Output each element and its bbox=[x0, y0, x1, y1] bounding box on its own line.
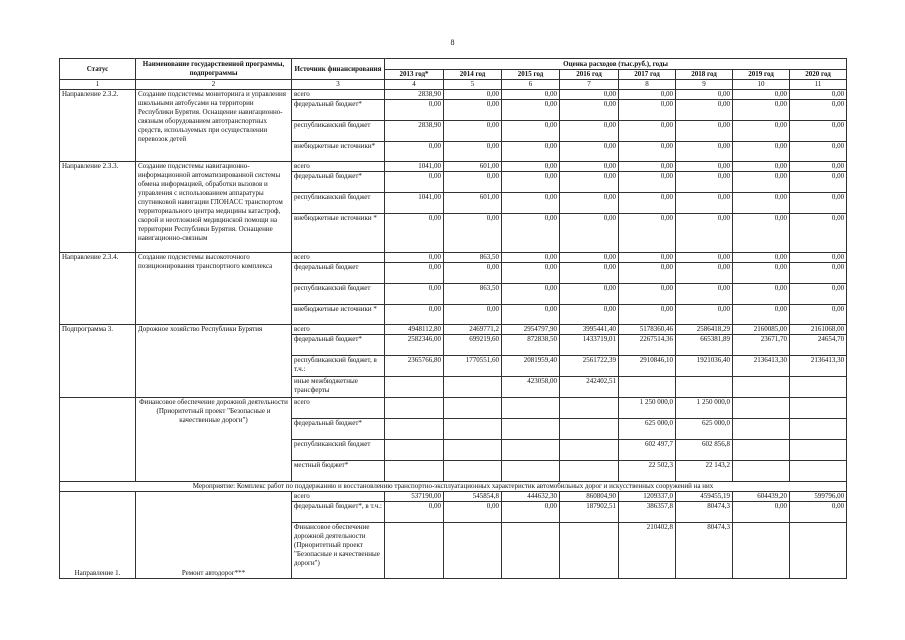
row-value: 0,00 bbox=[733, 253, 790, 263]
event-title: Мероприятие: Комплекс работ по поддержанию и восстановлению транспортно-эксплуатационных характеристик автомобильных дорог и искусственных сооружений на них bbox=[60, 482, 847, 492]
row-value: 545854,8 bbox=[444, 492, 502, 502]
row-value bbox=[790, 523, 847, 579]
row-value bbox=[733, 377, 790, 398]
row-program-name: Создание подсистемы мониторинга и управления школьными автобусами на территории Республики Бурятия. Оснащение навигационно-связным оборудованием автотранспортных средств, используемых при осуществлении перевозок детей bbox=[136, 90, 292, 162]
row-value: 22 502,3 bbox=[619, 461, 676, 482]
row-value: 0,00 bbox=[676, 90, 733, 100]
row-value: 0,00 bbox=[676, 162, 733, 172]
row-value: 0,00 bbox=[676, 305, 733, 325]
row-source: местный бюджет* bbox=[292, 461, 385, 482]
row-value: 0,00 bbox=[733, 100, 790, 121]
row-value: 0,00 bbox=[560, 121, 619, 142]
row-value bbox=[385, 440, 444, 461]
table-row bbox=[60, 90, 847, 100]
row-value: 0,00 bbox=[790, 253, 847, 263]
row-value bbox=[385, 461, 444, 482]
row-value bbox=[676, 377, 733, 398]
row-value bbox=[733, 461, 790, 482]
row-value: 0,00 bbox=[502, 142, 560, 162]
row-source: всего bbox=[292, 492, 385, 502]
row-value: 2161068,00 bbox=[790, 325, 847, 335]
row-value: 0,00 bbox=[560, 263, 619, 284]
row-value bbox=[560, 440, 619, 461]
header-status: Статус bbox=[60, 59, 136, 80]
row-value: 0,00 bbox=[502, 121, 560, 142]
row-value bbox=[385, 377, 444, 398]
row-value: 0,00 bbox=[560, 253, 619, 263]
row-value: 80474,3 bbox=[676, 523, 733, 579]
row-value: 0,00 bbox=[502, 253, 560, 263]
table-row bbox=[60, 253, 847, 263]
row-value: 1041,00 bbox=[385, 193, 444, 214]
column-number: 3 bbox=[292, 80, 385, 90]
row-value bbox=[444, 440, 502, 461]
row-value: 3995441,40 bbox=[560, 325, 619, 335]
row-value: 0,00 bbox=[385, 253, 444, 263]
row-value: 0,00 bbox=[619, 193, 676, 214]
row-value: 0,00 bbox=[560, 214, 619, 253]
column-number: 1 bbox=[60, 80, 136, 90]
row-value bbox=[733, 523, 790, 579]
row-value: 0,00 bbox=[502, 305, 560, 325]
row-value: 0,00 bbox=[619, 142, 676, 162]
row-value bbox=[502, 440, 560, 461]
row-status: Направление 2.3.2. bbox=[60, 90, 136, 162]
row-value: 2136413,30 bbox=[733, 356, 790, 377]
row-value: 0,00 bbox=[676, 253, 733, 263]
column-number: 10 bbox=[733, 80, 790, 90]
row-value bbox=[502, 419, 560, 440]
row-value: 459455,19 bbox=[676, 492, 733, 502]
column-number: 6 bbox=[502, 80, 560, 90]
row-value: 0,00 bbox=[619, 305, 676, 325]
column-number: 8 bbox=[619, 80, 676, 90]
row-value: 386357,8 bbox=[619, 502, 676, 523]
row-source: федеральный бюджет bbox=[292, 263, 385, 284]
row-value: 0,00 bbox=[502, 284, 560, 305]
row-value: 210402,8 bbox=[619, 523, 676, 579]
row-value bbox=[385, 419, 444, 440]
row-value: 80474,3 bbox=[676, 502, 733, 523]
row-value bbox=[444, 523, 502, 579]
row-value: 22 143,2 bbox=[676, 461, 733, 482]
row-value: 0,00 bbox=[790, 214, 847, 253]
header-year: 2019 год bbox=[733, 70, 790, 80]
row-source: федеральный бюджет* bbox=[292, 100, 385, 121]
row-value: 444632,30 bbox=[502, 492, 560, 502]
row-value: 0,00 bbox=[790, 100, 847, 121]
header-year: 2014 год bbox=[444, 70, 502, 80]
row-value bbox=[790, 461, 847, 482]
row-value: 0,00 bbox=[676, 193, 733, 214]
row-program-name: Финансовое обеспечение дорожной деятельности (Приоритетный проект "Безопасные и качественные дороги") bbox=[136, 398, 292, 482]
row-value bbox=[790, 398, 847, 419]
row-value: 0,00 bbox=[790, 172, 847, 193]
row-value: 0,00 bbox=[560, 142, 619, 162]
row-value bbox=[790, 440, 847, 461]
row-value bbox=[444, 419, 502, 440]
table-row bbox=[60, 162, 847, 172]
row-value: 0,00 bbox=[385, 100, 444, 121]
row-value: 242402,51 bbox=[560, 377, 619, 398]
row-value: 0,00 bbox=[444, 214, 502, 253]
row-value: 5178360,46 bbox=[619, 325, 676, 335]
row-source: всего bbox=[292, 325, 385, 335]
row-source: Финансовое обеспечение дорожной деятельности (Приоритетный проект "Безопасные и качественные дороги") bbox=[292, 523, 385, 579]
row-source: республиканский бюджет bbox=[292, 121, 385, 142]
column-number: 5 bbox=[444, 80, 502, 90]
table-row bbox=[60, 325, 847, 335]
row-value: 0,00 bbox=[385, 263, 444, 284]
row-value: 0,00 bbox=[676, 142, 733, 162]
row-value: 2838,90 bbox=[385, 90, 444, 100]
row-value: 0,00 bbox=[790, 121, 847, 142]
row-value: 2160085,00 bbox=[733, 325, 790, 335]
row-value: 0,00 bbox=[619, 100, 676, 121]
row-value: 0,00 bbox=[676, 172, 733, 193]
row-value: 0,00 bbox=[502, 214, 560, 253]
row-value: 0,00 bbox=[619, 253, 676, 263]
row-source: иные межбюджетные трансферты bbox=[292, 377, 385, 398]
row-value: 602 856,8 bbox=[676, 440, 733, 461]
row-value: 0,00 bbox=[560, 193, 619, 214]
row-value: 2267514,36 bbox=[619, 335, 676, 356]
row-value: 0,00 bbox=[733, 142, 790, 162]
row-value: 0,00 bbox=[733, 284, 790, 305]
row-source: всего bbox=[292, 398, 385, 419]
row-value: 0,00 bbox=[560, 172, 619, 193]
row-value: 0,00 bbox=[790, 193, 847, 214]
row-source: всего bbox=[292, 90, 385, 100]
header-year: 2020 год bbox=[790, 70, 847, 80]
row-value: 0,00 bbox=[444, 100, 502, 121]
row-value: 0,00 bbox=[676, 121, 733, 142]
row-value: 2582346,00 bbox=[385, 335, 444, 356]
row-value: 0,00 bbox=[385, 502, 444, 523]
row-value: 0,00 bbox=[619, 214, 676, 253]
row-value: 0,00 bbox=[733, 263, 790, 284]
row-program-name: Дорожное хозяйство Республики Бурятия bbox=[136, 325, 292, 398]
row-source: республиканский бюджет, в т.ч.: bbox=[292, 356, 385, 377]
row-value: 0,00 bbox=[502, 90, 560, 100]
row-source: республиканский бюджет bbox=[292, 440, 385, 461]
row-value: 0,00 bbox=[502, 502, 560, 523]
row-source: федеральный бюджет* bbox=[292, 419, 385, 440]
row-source: федеральный бюджет* bbox=[292, 172, 385, 193]
row-value: 2469771,2 bbox=[444, 325, 502, 335]
row-value: 0,00 bbox=[444, 263, 502, 284]
row-value: 0,00 bbox=[790, 263, 847, 284]
row-value bbox=[502, 461, 560, 482]
row-value: 0,00 bbox=[385, 305, 444, 325]
column-number: 4 bbox=[385, 80, 444, 90]
row-value: 537190,00 bbox=[385, 492, 444, 502]
header-year: 2015 год bbox=[502, 70, 560, 80]
row-value: 0,00 bbox=[560, 305, 619, 325]
row-value: 602 497,7 bbox=[619, 440, 676, 461]
row-value: 0,00 bbox=[733, 214, 790, 253]
row-value: 0,00 bbox=[619, 121, 676, 142]
row-value: 0,00 bbox=[619, 172, 676, 193]
column-number-row bbox=[60, 80, 847, 90]
row-value: 2081959,40 bbox=[502, 356, 560, 377]
row-value: 665381,89 bbox=[676, 335, 733, 356]
row-value bbox=[444, 398, 502, 419]
row-value: 1 250 000,0 bbox=[676, 398, 733, 419]
row-value: 0,00 bbox=[560, 100, 619, 121]
row-value: 699219,60 bbox=[444, 335, 502, 356]
row-source: внебюджетные источники* bbox=[292, 142, 385, 162]
row-value: 863,50 bbox=[444, 284, 502, 305]
row-value: 2365766,80 bbox=[385, 356, 444, 377]
row-value: 24654,70 bbox=[790, 335, 847, 356]
row-value: 0,00 bbox=[790, 502, 847, 523]
row-value bbox=[733, 398, 790, 419]
budget-table bbox=[59, 58, 847, 579]
row-value: 2561722,39 bbox=[560, 356, 619, 377]
row-value: 2954797,90 bbox=[502, 325, 560, 335]
row-value: 187902,51 bbox=[560, 502, 619, 523]
row-value bbox=[502, 398, 560, 419]
row-value: 604439,20 bbox=[733, 492, 790, 502]
row-value: 0,00 bbox=[733, 502, 790, 523]
row-value: 0,00 bbox=[619, 284, 676, 305]
row-value: 0,00 bbox=[733, 172, 790, 193]
row-value: 23671,70 bbox=[733, 335, 790, 356]
row-source: республиканский бюджет bbox=[292, 284, 385, 305]
row-value: 599796,00 bbox=[790, 492, 847, 502]
row-value: 0,00 bbox=[619, 162, 676, 172]
row-value: 872838,50 bbox=[502, 335, 560, 356]
row-status: Направление 1. bbox=[60, 492, 136, 579]
row-status: Направление 2.3.4. bbox=[60, 253, 136, 325]
row-value: 0,00 bbox=[619, 90, 676, 100]
header-year: 2018 год bbox=[676, 70, 733, 80]
row-value: 1 250 000,0 bbox=[619, 398, 676, 419]
row-value: 625 000,0 bbox=[619, 419, 676, 440]
row-value: 0,00 bbox=[733, 305, 790, 325]
row-value: 1209337,0 bbox=[619, 492, 676, 502]
header-estimate: Оценка расходов (тыс.руб.), годы bbox=[385, 59, 847, 70]
row-value: 0,00 bbox=[733, 193, 790, 214]
row-value: 0,00 bbox=[502, 162, 560, 172]
row-value: 0,00 bbox=[502, 263, 560, 284]
row-value: 863,50 bbox=[444, 253, 502, 263]
row-status: Направление 2.3.3. bbox=[60, 162, 136, 253]
table-row bbox=[60, 492, 847, 502]
header-year: 2017 год bbox=[619, 70, 676, 80]
row-value: 0,00 bbox=[676, 214, 733, 253]
row-value bbox=[385, 523, 444, 579]
row-value: 2586418,29 bbox=[676, 325, 733, 335]
table-row bbox=[60, 398, 847, 419]
row-value: 0,00 bbox=[733, 121, 790, 142]
row-value bbox=[560, 398, 619, 419]
row-value bbox=[619, 377, 676, 398]
row-source: федеральный бюджет*, в т.ч.: bbox=[292, 502, 385, 523]
row-value: 0,00 bbox=[790, 90, 847, 100]
row-value bbox=[444, 461, 502, 482]
row-value: 601,00 bbox=[444, 162, 502, 172]
row-value: 423058,00 bbox=[502, 377, 560, 398]
row-value bbox=[733, 419, 790, 440]
row-value bbox=[502, 523, 560, 579]
table-body bbox=[60, 90, 847, 579]
row-value: 0,00 bbox=[444, 90, 502, 100]
header-source: Источник финансирования bbox=[292, 59, 385, 80]
column-number: 2 bbox=[136, 80, 292, 90]
row-value: 0,00 bbox=[502, 172, 560, 193]
row-value: 1041,00 bbox=[385, 162, 444, 172]
row-value: 860804,90 bbox=[560, 492, 619, 502]
row-value: 1433719,01 bbox=[560, 335, 619, 356]
row-value: 0,00 bbox=[790, 162, 847, 172]
row-value: 0,00 bbox=[385, 214, 444, 253]
column-number: 7 bbox=[560, 80, 619, 90]
row-value: 2136413,30 bbox=[790, 356, 847, 377]
row-source: всего bbox=[292, 162, 385, 172]
row-value: 0,00 bbox=[676, 100, 733, 121]
row-source: федеральный бюджет* bbox=[292, 335, 385, 356]
row-value bbox=[560, 523, 619, 579]
row-value: 0,00 bbox=[444, 305, 502, 325]
row-value bbox=[385, 398, 444, 419]
row-value: 0,00 bbox=[444, 502, 502, 523]
column-number: 9 bbox=[676, 80, 733, 90]
row-value: 0,00 bbox=[560, 90, 619, 100]
row-value: 0,00 bbox=[560, 284, 619, 305]
row-value: 0,00 bbox=[385, 142, 444, 162]
row-status: Подпрограмма 3. bbox=[60, 325, 136, 398]
row-value: 0,00 bbox=[385, 172, 444, 193]
row-value: 0,00 bbox=[619, 263, 676, 284]
row-value: 0,00 bbox=[676, 284, 733, 305]
row-value: 0,00 bbox=[444, 172, 502, 193]
row-source: республиканский бюджет bbox=[292, 193, 385, 214]
event-row bbox=[60, 482, 847, 492]
row-value bbox=[790, 377, 847, 398]
row-program-name: Ремонт автодорог*** bbox=[136, 492, 292, 579]
row-value: 0,00 bbox=[676, 263, 733, 284]
row-value: 1921036,40 bbox=[676, 356, 733, 377]
row-program-name: Создание подсистемы навигационно-информационной автоматизированной системы обмена информацией, обработки вызовов и управления с использованием аппаратуры спутниковой навигации ГЛОНАСС транспортом территориального центра медицины катастроф, скорой и неотложной медицинской помощи на территории Республики Бурятия. Оснащение навигационно-связным bbox=[136, 162, 292, 253]
row-program-name: Создание подсистемы высокоточного позиционирования транспортного комплекса bbox=[136, 253, 292, 325]
header-program: Наименование государственной программы, подпрограммы bbox=[136, 59, 292, 80]
row-value: 0,00 bbox=[733, 162, 790, 172]
row-value bbox=[790, 419, 847, 440]
row-value: 0,00 bbox=[444, 142, 502, 162]
row-status bbox=[60, 398, 136, 482]
header-year: 2016 год bbox=[560, 70, 619, 80]
row-value: 0,00 bbox=[444, 121, 502, 142]
row-value: 2910846,10 bbox=[619, 356, 676, 377]
row-source: внебюджетные источники * bbox=[292, 214, 385, 253]
column-number: 11 bbox=[790, 80, 847, 90]
row-value bbox=[560, 461, 619, 482]
row-value: 0,00 bbox=[502, 100, 560, 121]
page-number: 8 bbox=[450, 38, 455, 47]
row-value bbox=[560, 419, 619, 440]
row-value bbox=[733, 440, 790, 461]
row-source: всего bbox=[292, 253, 385, 263]
row-value: 2838,90 bbox=[385, 121, 444, 142]
row-value: 0,00 bbox=[790, 142, 847, 162]
row-value: 0,00 bbox=[733, 90, 790, 100]
row-source: внебюджетные источники * bbox=[292, 305, 385, 325]
row-value: 0,00 bbox=[790, 284, 847, 305]
row-value: 601,00 bbox=[444, 193, 502, 214]
row-value: 0,00 bbox=[385, 284, 444, 305]
row-value: 0,00 bbox=[502, 193, 560, 214]
row-value: 4948112,80 bbox=[385, 325, 444, 335]
header-year: 2013 год* bbox=[385, 70, 444, 80]
row-value bbox=[444, 377, 502, 398]
row-value: 0,00 bbox=[560, 162, 619, 172]
row-value: 625 000,0 bbox=[676, 419, 733, 440]
row-value: 1770551,60 bbox=[444, 356, 502, 377]
row-value: 0,00 bbox=[790, 305, 847, 325]
